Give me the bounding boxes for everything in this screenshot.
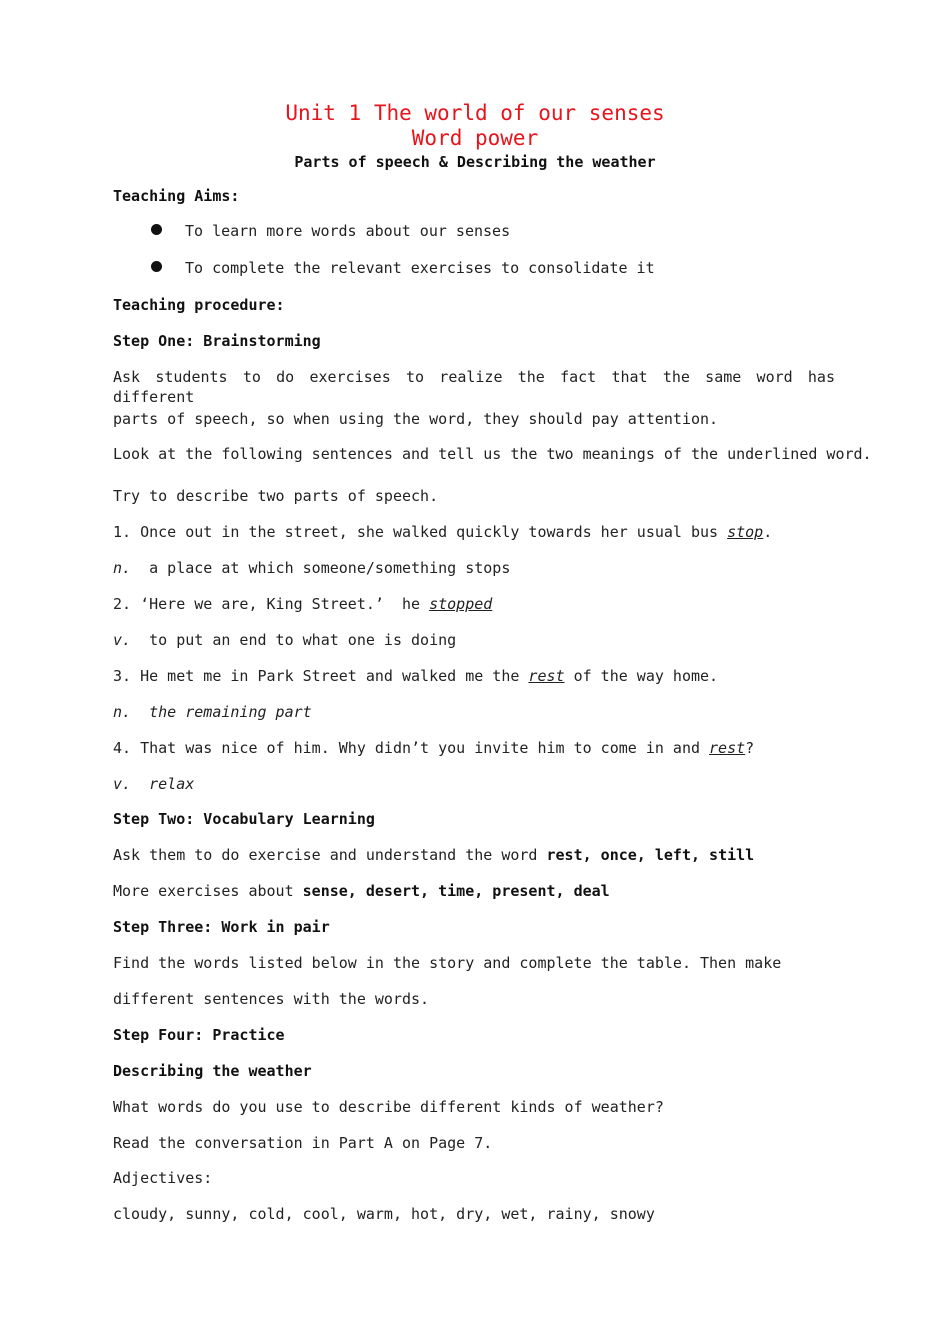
instruction-line: Try to describe two parts of speech. [113,487,439,505]
instruction-line: Look at the following sentences and tell us the two meanings of the underlined word. [113,445,872,463]
step-three-line: Find the words listed below in the story and complete the table. Then make [113,954,782,972]
definition-text: a place at which someone/something stops [149,559,511,577]
sentence-text: ? [745,739,755,757]
definition-text: the remaining part [149,703,312,721]
page-title: Unit 1 The world of our senses [285,101,665,125]
step-two-line [113,845,754,865]
underlined-word: stopped [429,595,493,613]
underlined-word: rest [709,739,746,757]
aims-label: Teaching Aims: [113,187,240,205]
step-one-title: Step One: Brainstorming [113,332,321,350]
step-four-line: What words do you use to describe different kinds of weather? [113,1098,664,1116]
part-of-speech: v. [113,775,132,793]
adjectives-list: cloudy, sunny, cold, cool, warm, hot, dry, wet, rainy, snowy [113,1205,655,1223]
step-one-paragraph: parts of speech, so when using the word, they should pay attention. [113,410,719,428]
sentence-text: of the way home. [564,667,719,685]
line-text: More exercises about [113,882,303,900]
step-four-line: Read the conversation in Part A on Page 7. [113,1134,493,1152]
definition-text: relax [149,775,195,793]
line-text: Ask them to do exercise and understand the word [113,846,547,864]
sentence-text: 2. ‘Here we are, King Street.’ he [113,595,430,613]
keyword-list: rest, once, left, still [546,846,755,864]
sentence-text: . [763,523,773,541]
step-three-title: Step Three: Work in pair [113,918,330,936]
bullet-icon [151,224,162,235]
page-subtitle: Word power [411,126,539,150]
step-four-title: Step Four: Practice [113,1026,285,1044]
example-sentence [113,594,492,614]
step-two-title: Step Two: Vocabulary Learning [113,810,375,828]
definition-text: to put an end to what one is doing [149,631,457,649]
definition-line [113,630,456,650]
sentence-text: 3. He met me in Park Street and walked me the [113,667,529,685]
sentence-text: 1. Once out in the street, she walked quickly towards her usual bus [113,523,728,541]
part-of-speech: v. [113,631,132,649]
adjectives-label: Adjectives: [113,1169,213,1187]
part-of-speech: n. [113,559,132,577]
step-one-paragraph: Ask students to do exercises to realize the fact that the same word has different [113,368,835,406]
procedure-label: Teaching procedure: [113,296,285,314]
example-sentence [113,738,754,758]
underlined-word: rest [528,667,565,685]
sentence-text: 4. That was nice of him. Why didn’t you invite him to come in and [113,739,710,757]
underlined-word: stop [727,523,764,541]
definition-line [113,558,510,578]
bullet-icon [151,261,162,272]
example-sentence [113,522,772,542]
definition-line [113,774,194,794]
section-heading: Parts of speech & Describing the weather [294,153,656,171]
example-sentence [113,666,718,686]
definition-line [113,702,312,722]
step-three-line: different sentences with the words. [113,990,430,1008]
aim-item: To learn more words about our senses [185,222,511,240]
aim-item: To complete the relevant exercises to consolidate it [185,259,655,277]
keyword-list: sense, desert, time, present, deal [302,882,610,900]
step-two-line [113,881,610,901]
weather-subtitle: Describing the weather [113,1062,312,1080]
part-of-speech: n. [113,703,132,721]
